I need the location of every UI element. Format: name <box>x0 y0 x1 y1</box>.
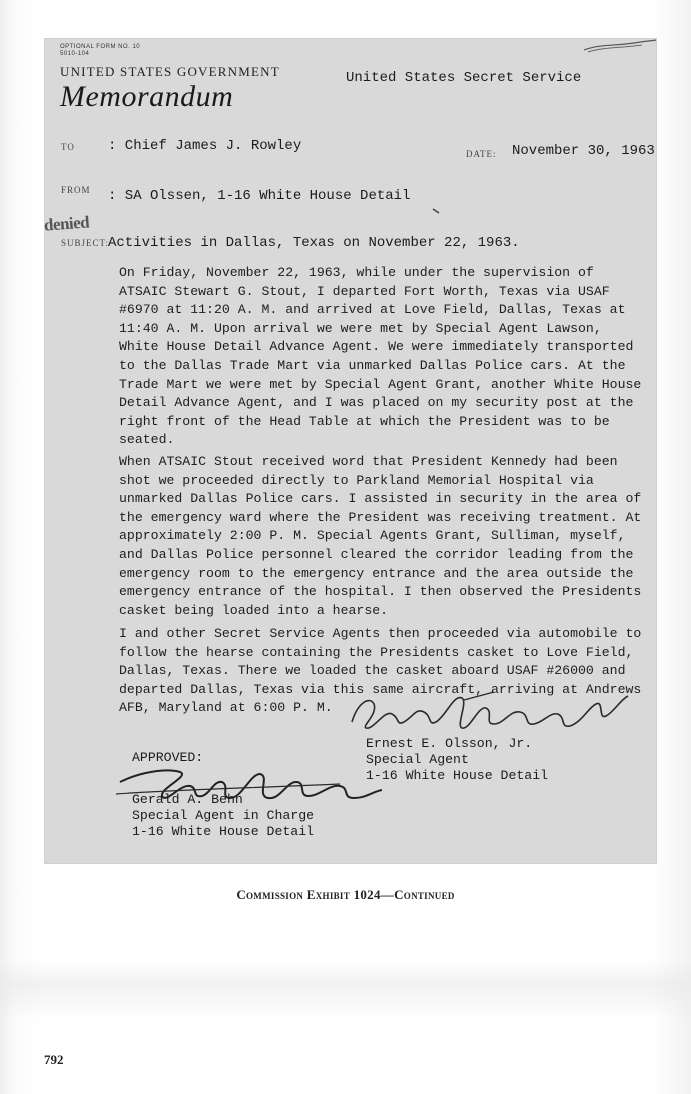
government-heading: UNITED STATES GOVERNMENT <box>60 64 280 79</box>
approved-label: APPROVED: <box>132 750 204 765</box>
author-signature-block <box>366 736 548 784</box>
author-name: Ernest E. Olsson, Jr. <box>366 736 533 751</box>
approver-signature-block <box>132 792 314 840</box>
body-paragraph-2: When ATSAIC Stout received word that President Kennedy had been shot we proceeded directly to Parkland Memorial Hospital via unmarked Dallas Police cars. I assisted in security in the area of the emergency ward where the President was receiving treatment. At approximately 2:00 P. M. Special Agents Grant, Sulliman, myself, and Dallas Police personnel cleared the corridor leading from the emergency room to the emergency entrance and the area outside the emergency entrance of the hospital. I then observed the Presidents casket being loaded into a hearse. <box>119 454 642 618</box>
from-label: FROM <box>61 185 91 195</box>
to-value: : Chief James J. Rowley <box>108 138 302 154</box>
memorandum-sheet <box>44 38 657 864</box>
date-value: November 30, 1963 <box>512 143 655 159</box>
to-label: TO <box>61 142 75 152</box>
bleed-through-shading <box>0 960 691 1020</box>
subject-value: Activities in Dallas, Texas on November 22, 1963. <box>108 235 520 251</box>
date-label: DATE: <box>466 149 497 159</box>
agency-name: United States Secret Service <box>346 70 582 86</box>
approver-name: Gerald A. Behn <box>132 792 243 807</box>
exhibit-caption: Commission Exhibit 1024—Continued <box>236 887 455 902</box>
from-value: : SA Olssen, 1-16 White House Detail <box>108 188 411 204</box>
stray-tick-mark <box>432 208 440 214</box>
author-unit: 1-16 White House Detail <box>366 768 549 783</box>
olsson-handwritten-signature <box>344 686 634 738</box>
author-title: Special Agent <box>366 752 469 767</box>
body-paragraph-3: I and other Secret Service Agents then proceeded via automobile to follow the hearse containing the Presidents casket to Love Field, Dallas, Texas. There we loaded the casket aboard USAF #26000 and departed Dallas, Texas via this same aircraft, arriving at Andrews AFB, Maryland at 6:00 P. M. <box>119 626 642 716</box>
approver-unit: 1-16 White House Detail <box>132 824 315 839</box>
pen-scribble-mark <box>582 38 658 54</box>
subject-label: SUBJECT: <box>61 238 110 248</box>
denied-stamp: denied <box>43 212 90 235</box>
form-number: OPTIONAL FORM NO. 10 5010-104 <box>60 44 141 57</box>
body-paragraph-1: On Friday, November 22, 1963, while under the supervision of ATSAIC Stewart G. Stout, I departed Fort Worth, Texas via USAF #6970 at 11:20 A. M. and arrived at Love Field, Dallas, Texas at 11:40 A. M. Upon arrival we were met by Special Agent Lawson, White House Detail Advance Agent. We were immediately transported to the Dallas Trade Mart via unmarked Dallas Police cars. At the Trade Mart we were met by Special Agent Grant, another White House Detail Advance Agent, and I was placed on my security post at the right front of the Head Table at which the President was to be seated. <box>119 265 642 448</box>
approver-title: Special Agent in Charge <box>132 808 315 823</box>
page-number: 792 <box>44 1052 64 1067</box>
memorandum-title: Memorandum <box>60 80 234 113</box>
